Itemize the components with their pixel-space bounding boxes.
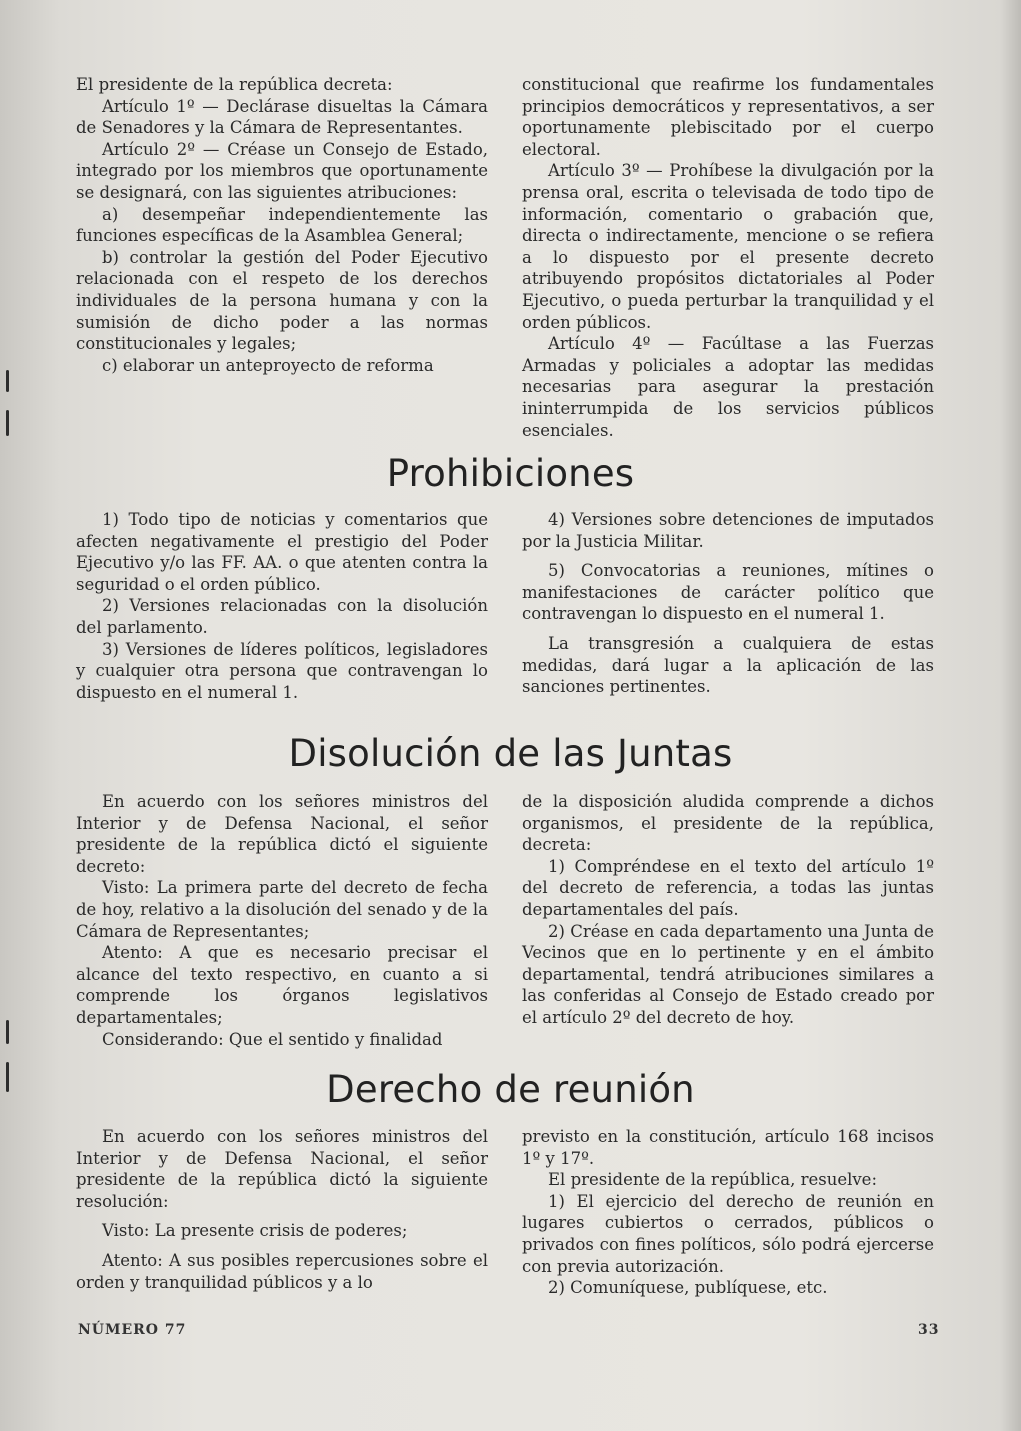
prohibiciones-right-column <box>522 509 934 698</box>
paragraph: de la disposición aludida comprende a dichos organismos, el presidente de la república, decreta: <box>522 792 934 855</box>
prohibiciones-left-column <box>76 509 488 703</box>
paragraph: Atento: A sus posibles repercusiones sobre el orden y tranquilidad públicos y a lo <box>76 1250 488 1292</box>
paragraph: Artículo 3º — Prohíbese la divulgación por la prensa oral, escrita o televisada de todo tipo de información, comentario o grabación que, directa o indirectamente, mencione o se refiera a lo dispuesto por el presente decreto atribuyendo propósitos dictatoriales al Poder Ejecutivo, o pueda perturbar la tranquilidad y el orden públicos. <box>522 161 934 332</box>
section-heading-disolucion: Disolución de las Juntas <box>288 732 733 775</box>
decree-left-column <box>76 74 488 376</box>
paragraph: El presidente de la república decreta: <box>76 75 393 94</box>
paragraph: 2) Versiones relacionadas con la disolución del parlamento. <box>76 596 488 637</box>
paragraph: La transgresión a cualquiera de estas medidas, dará lugar a la aplicación de las sanciones pertinentes. <box>522 633 934 697</box>
paragraph: 5) Convocatorias a reuniones, mítines o manifestaciones de carácter político que contravengan lo dispuesto en el numeral 1. <box>522 561 934 624</box>
issue-number: NÚMERO 77 <box>78 1322 187 1338</box>
paragraph: 1) Compréndese en el texto del artículo 1º del decreto de referencia, a todas las juntas departamentales del país. <box>522 856 934 919</box>
margin-mark <box>6 370 9 392</box>
paragraph: El presidente de la república, resuelve: <box>548 1170 878 1190</box>
paragraph: Visto: La primera parte del decreto de fecha de hoy, relativo a la disolución del senado y de la Cámara de Representantes; <box>76 878 488 941</box>
paragraph: Artículo 2º — Créase un Consejo de Estado, integrado por los miembros que oportunamente se designará, con las siguientes atribuciones: <box>76 139 488 202</box>
paragraph: b) controlar la gestión del Poder Ejecutivo relacionada con el respeto de los derechos individuales de la persona humana y con la sumisión de dicho poder a las normas constitucionales y legales; <box>76 247 488 354</box>
paragraph: Artículo 1º — Declárase disueltas la Cámara de Senadores y la Cámara de Representantes. <box>76 96 488 138</box>
page-number: 33 <box>918 1322 940 1338</box>
reunion-left-column <box>76 1126 488 1293</box>
paragraph: 1) El ejercicio del derecho de reunión en lugares cubiertos o cerrados, públicos o privados con fines políticos, sólo podrá ejercerse con previa autorización. <box>522 1191 934 1276</box>
disolucion-right-column <box>522 791 934 1029</box>
decree-right-column <box>522 74 934 441</box>
section-heading-prohibiciones: Prohibiciones <box>386 452 635 495</box>
paragraph: 4) Versiones sobre detenciones de imputados por la Justicia Militar. <box>522 510 934 551</box>
disolucion-left-column <box>76 791 488 1050</box>
section-heading-reunion: Derecho de reunión <box>326 1068 695 1111</box>
paragraph: Visto: La presente crisis de poderes; <box>102 1221 408 1241</box>
paragraph: c) elaborar un anteproyecto de reforma <box>102 355 434 375</box>
margin-mark <box>6 1020 9 1044</box>
paragraph: 2) Comuníquese, publíquese, etc. <box>548 1278 828 1298</box>
paragraph: 3) Versiones de líderes políticos, legisladores y cualquier otra persona que contravengan lo dispuesto en el numeral 1. <box>76 639 488 702</box>
margin-mark <box>6 410 9 436</box>
paragraph: a) desempeñar independientemente las funciones específicas de la Asamblea General; <box>76 204 488 246</box>
paragraph: 1) Todo tipo de noticias y comentarios que afecten negativamente el prestigio del Poder Ejecutivo y/o las FF. AA. o que atenten contra la seguridad o el orden público. <box>76 510 488 594</box>
paragraph: En acuerdo con los señores ministros del Interior y de Defensa Nacional, el señor presidente de la república dictó la siguiente resolución: <box>76 1127 488 1211</box>
paragraph: Artículo 4º — Facúltase a las Fuerzas Armadas y policiales a adoptar las medidas necesarias para asegurar la prestación ininterrumpida de los servicios públicos esenciales. <box>522 334 934 440</box>
paragraph: 2) Créase en cada departamento una Junta de Vecinos que en lo pertinente y en el ámbito departamental, tendrá atribuciones similares a las conferidas al Consejo de Estado creado por el artículo 2º del decreto de hoy. <box>522 921 934 1027</box>
paragraph: constitucional que reafirme los fundamentales principios democráticos y representativos, a ser oportunamente plebiscitado por el cuerpo electoral. <box>522 75 934 159</box>
paragraph: previsto en la constitución, artículo 168 incisos 1º y 17º. <box>522 1127 934 1168</box>
paragraph: Considerando: Que el sentido y finalidad <box>102 1029 443 1049</box>
paragraph: En acuerdo con los señores ministros del Interior y de Defensa Nacional, el señor presidente de la república dictó el siguiente decreto: <box>76 792 488 876</box>
paragraph: Atento: A que es necesario precisar el alcance del texto respectivo, en cuanto a si comprende los órganos legislativos departamentales; <box>76 943 488 1027</box>
reunion-right-column <box>522 1126 934 1299</box>
